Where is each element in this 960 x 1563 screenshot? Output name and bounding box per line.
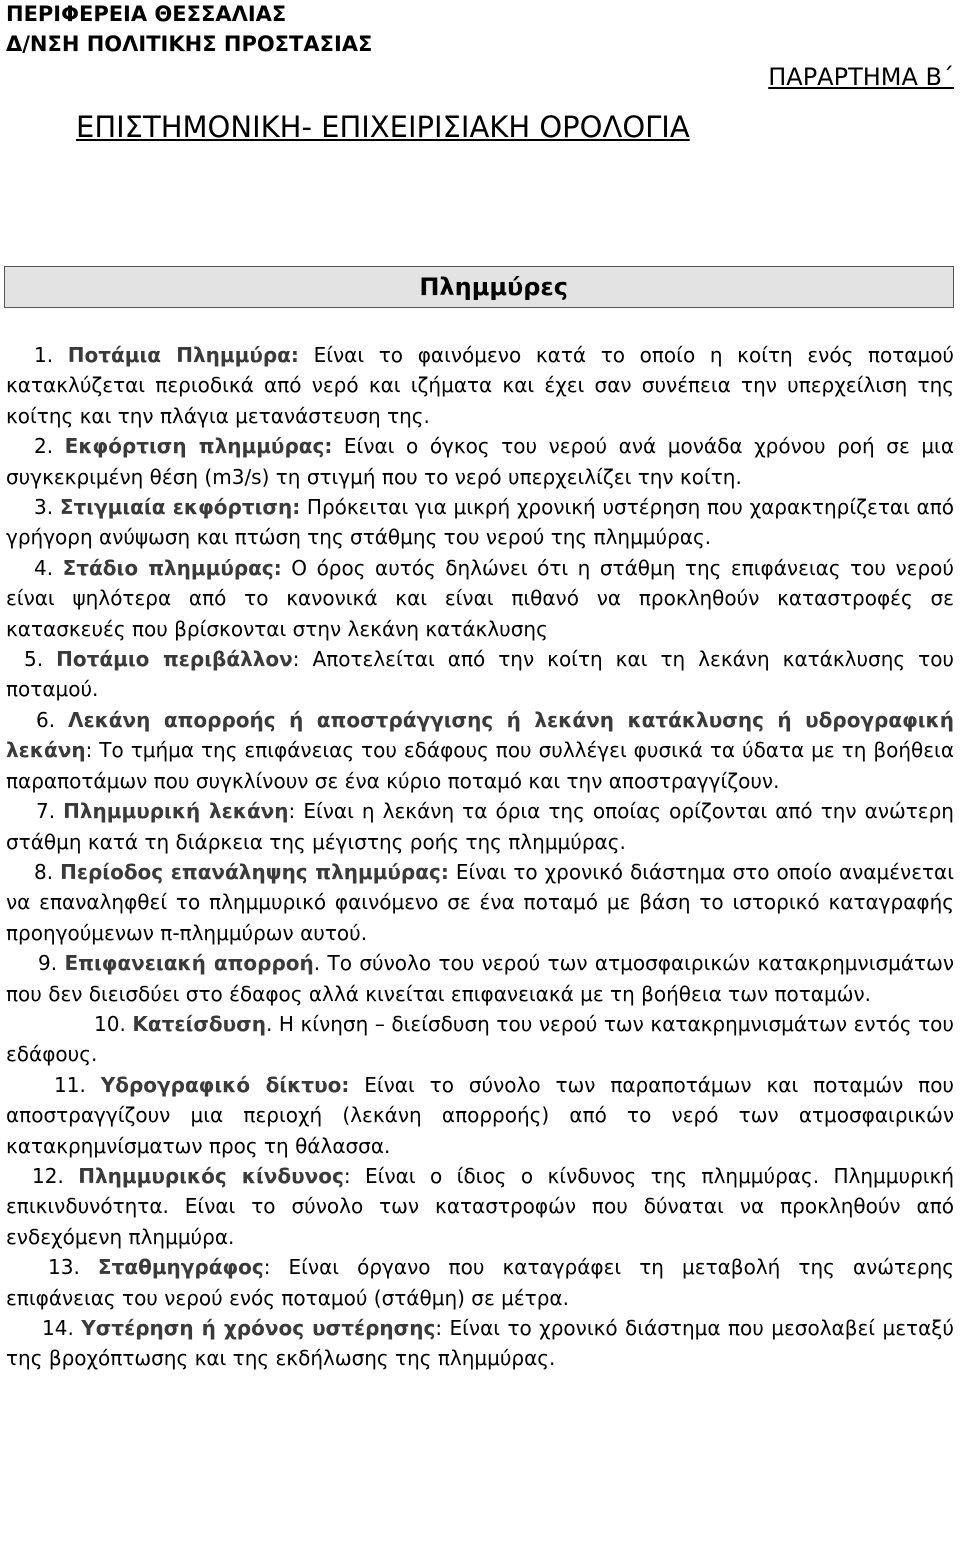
- definition-item: [6, 796, 954, 857]
- definition-text: Είναι το σύνολο των παραποτάμων και ποταμών που αποστραγγίζουν μια περιοχή (λεκάνη απορροής) από το νερό των ατμοσφαιρικών κατακρημνίσματων προς τη θάλασσα.: [6, 1072, 955, 1158]
- definition-text: Πρόκειται για μικρή χρονική υστέρηση που χαρακτηρίζεται από γρήγορη ανύψωση και πτώση της στάθμης του νερού της πλημμύρας.: [6, 495, 955, 550]
- definition-text: : Είναι η λεκάνη τα όρια της οποίας ορίζονται από την ανώτερη στάθμη κατά τη διάρκεια της μέγιστης ροής της πλημμύρας.: [6, 799, 954, 854]
- definition-term: Στιγμιαία εκφόρτιση:: [59, 495, 301, 520]
- definition-term: Κατείσδυση: [132, 1011, 266, 1036]
- definition-number: 6.: [36, 707, 56, 732]
- definition-item: [6, 1313, 954, 1374]
- definition-text: Ο όρος αυτός δηλώνει ότι η στάθμη της επιφάνειας του νερού είναι ψηλότερα από το κανονικά και είναι πιθανό να προκληθούν καταστροφές σε κατασκευές που βρίσκονται στην λεκάνη κατάκλυσης: [6, 555, 954, 641]
- definition-text: Είναι το φαινόμενο κατά το οποίο η κοίτη ενός ποταμού κατακλύζεται περιοδικά από νερό και ιζήματα και έχει σαν συνέπεια την υπερχείλιση της κοίτης και την πλάγια μετανάστευση της.: [6, 343, 955, 428]
- definition-term: Υδρογραφικό δίκτυο:: [100, 1072, 350, 1097]
- definition-term: Πλημμυρική λεκάνη: [63, 799, 289, 824]
- definition-number: 8.: [34, 859, 54, 884]
- definition-term: Ποτάμιο περιβάλλον: [56, 647, 293, 672]
- definition-term: Σταθμηγράφος: [97, 1255, 264, 1280]
- definition-term: Ποτάμια Πλημμύρα:: [67, 343, 299, 367]
- definition-text: : Είναι όργανο που καταγράφει τη μεταβολή της ανώτερης επιφάνειας του νερού ενός ποταμού (στάθμη) σε μέτρα.: [6, 1255, 955, 1310]
- definition-number: 11.: [54, 1072, 86, 1097]
- definition-number: 9.: [38, 951, 58, 976]
- appendix-label: ΠΑΡΑΡΤΗΜΑ Β΄: [768, 63, 954, 91]
- definition-number: 1.: [34, 343, 54, 367]
- definition-number: 13.: [48, 1255, 80, 1280]
- definition-item: [6, 1252, 954, 1313]
- definitions-list: [6, 340, 954, 1374]
- definition-item: [6, 1070, 954, 1161]
- definition-text: : Είναι ο ίδιος ο κίνδυνος της πλημμύρας. Πλημμυρική επικινδυνότητα. Είναι το σύνολο των καταστροφών που δύναται να προκληθούν από ενδεχόμενη πλημμύρα.: [6, 1163, 955, 1249]
- section-title: Πλημμύρες: [419, 273, 568, 301]
- definition-number: 5.: [24, 647, 44, 672]
- definition-text: Είναι το χρονικό διάστημα στο οποίο αναμένεται να επαναληφθεί το πλημμυρικό φαινόμενο σε ένα ποταμό με βάση το ιστορικό καταγραφής προηγούμενων π-πλημμύρων αυτού.: [6, 859, 954, 945]
- definition-text: : Αποτελείται από την κοίτη και τη λεκάνη κατάκλυσης του ποταμού.: [6, 647, 955, 702]
- section-heading-bar: [4, 266, 954, 308]
- definition-item: [6, 1009, 954, 1070]
- definition-term: Λεκάνη απορροής ή αποστράγγισης ή λεκάνη κατάκλυσης ή υδρογραφική λεκάνη: [6, 707, 954, 763]
- definition-item: [6, 340, 954, 431]
- definition-item: [6, 553, 954, 644]
- definition-number: 4.: [34, 555, 54, 580]
- definition-item: [6, 644, 954, 705]
- definition-item: [6, 1161, 954, 1252]
- definition-text: : Είναι το χρονικό διάστημα που μεσολαβεί μεταξύ της βροχόπτωσης και της εκδήλωσης της πλημμύρας.: [6, 1316, 954, 1371]
- definition-item: [6, 948, 954, 1009]
- definition-term: Εκφόρτιση πλημμύρας:: [64, 434, 333, 459]
- definition-number: 2.: [34, 434, 54, 459]
- definition-number: 12.: [32, 1163, 64, 1188]
- directorate-heading: Δ/ΝΣΗ ΠΟΛΙΤΙΚΗΣ ΠΡΟΣΤΑΣΙΑΣ: [6, 32, 373, 56]
- definition-text: : Το τμήμα της επιφάνειας του εδάφους που συλλέγει φυσικά τα ύδατα με τη βοήθεια παραποτάμων που συγκλίνουν σε ένα κύριο ποταμό και την αποστραγγίζουν.: [6, 738, 954, 793]
- definition-term: Επιφανειακή απορροή: [64, 951, 314, 976]
- page-title: ΕΠΙΣΤΗΜΟΝΙΚΗ- ΕΠΙΧΕΙΡΙΣΙΑΚΗ ΟΡΟΛΟΓΙΑ: [76, 110, 690, 144]
- definition-term: Στάδιο πλημμύρας:: [62, 555, 282, 580]
- definition-item: [6, 705, 954, 796]
- definition-item: [6, 431, 954, 492]
- definition-term: Πλημμυρικός κίνδυνος: [78, 1163, 344, 1188]
- definition-text: . Το σύνολο του νερού των ατμοσφαιρικών κατακρημνισμάτων που δεν διεισδύει στο έδαφος αλλά κινείται επιφανειακά με τη βοήθεια των ποταμών.: [6, 951, 955, 1006]
- definition-text: Είναι ο όγκος του νερού ανά μονάδα χρόνου ροή σε μια συγκεκριμένη θέση (m3/s) τη στιγμή που το νερό υπερχειλίζει την κοίτη.: [6, 434, 955, 489]
- region-heading: ΠΕΡΙΦΕΡΕΙΑ ΘΕΣΣΑΛΙΑΣ: [6, 2, 287, 26]
- definition-number: 3.: [34, 495, 54, 520]
- definition-term: Υστέρηση ή χρόνος υστέρησης: [81, 1316, 436, 1340]
- definition-text: . Η κίνηση – διείσδυση του νερού των κατακρημνισμάτων εντός του εδάφους.: [6, 1011, 954, 1067]
- definition-item: [6, 492, 954, 553]
- definition-number: 14.: [42, 1316, 74, 1340]
- definition-number: 7.: [36, 799, 56, 824]
- definition-number: 10.: [94, 1011, 126, 1036]
- definition-item: [6, 857, 954, 948]
- definition-term: Περίοδος επανάληψης πλημμύρας:: [60, 859, 449, 884]
